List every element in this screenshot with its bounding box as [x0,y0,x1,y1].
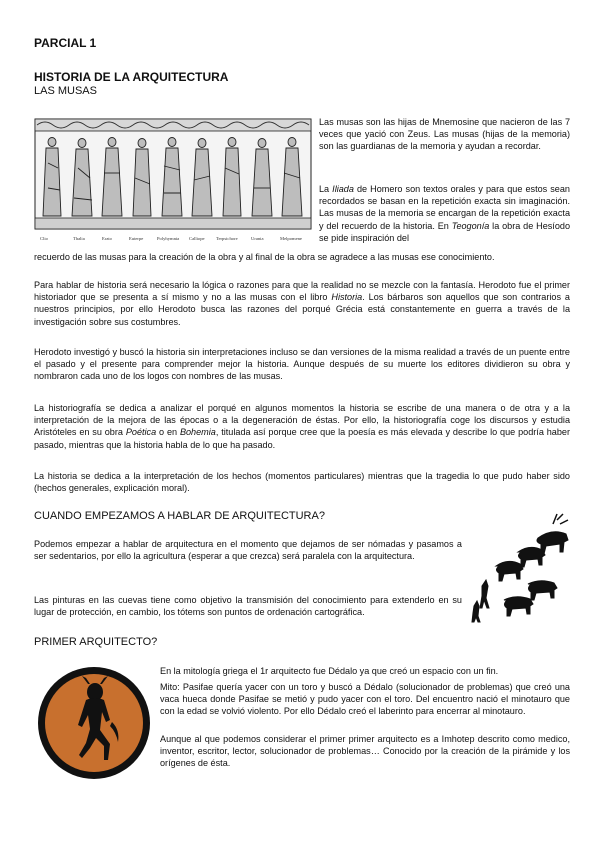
muses-relief-image [34,118,312,246]
cave-painting-drawing [468,510,574,626]
bohemia-title: Bohemia [179,427,216,438]
minotaur-vase-drawing [36,664,152,782]
musas-paragraph-1: Las musas son las hijas de Mnemosine que nacieron de las 7 veces que yació con Zeus. Las musas (hijas de la memoria) son las guardianas de la memoria y ayudan a recordar. [319,117,570,152]
caption-polyhymnia: Polyhymnia [157,236,180,241]
musas-paragraph-6: La historia se dedica a la interpretación de los hechos (momentos particulares) mientras que la tragedia lo que pudo haber sido (hechos generales, explicación moral). [34,471,570,494]
musas-paragraph-5: La historiografía se dedica a analizar el porqué en algunos momentos la historia se escribe de una manera o de otra y a la interpretación de la mejora de las épocas o a la degeneración de éstas. Por ello, la historiografía coge los discursos y estudia Aristóteles en su obra Poética o en Bohemia, titulada así porque cree que la poesía es más elevada y describe lo que podría haber pasado, mientras que la historia habla de lo que ha pasado. [34,403,570,450]
muses-relief-drawing [34,118,312,246]
caption-calliope: Calliope [189,236,205,241]
arquitecto-line-3: Aunque al que podemos considerar el primer primer arquitecto es a Imhotep descrito como medico, inventor, escritor, lector, solucionador de problemas… Conocido por la creación de la pirámide y los orígenes de ésta. [160,734,570,769]
subtitle: LAS MUSAS [34,85,97,97]
musas-paragraph-3: Para hablar de historia será necesario la lógica o razones para que la realidad no se mezcle con la fantasía. Herodoto fue el primer historiador que se presenta a sí mismo y no a las musas con el libro Historia. Los bárbaros son aquellos que son contrarios a nuestros principios, por ello Herodoto busca las razones del porqué Grécia está constantemente en guerra a través de la investigación sobre sus costumbres. [34,280,570,327]
arquitectura-paragraph-2: Las pinturas en las cuevas tiene como objetivo la transmisión del conocimiento para extenderlo en su lugar de protección, en cambio, los tótems son puntos de ordenación cartográfica. [34,595,462,618]
exam-title: PARCIAL 1 [34,36,97,50]
historia-title: Historia [331,292,363,303]
cave-painting-image [468,510,574,626]
musas-paragraph-4: Herodoto investigó y buscó la historia sin interpretaciones incluso se dan versiones de la misma realidad a través de un puente entre el pasado y el presente para comprender mejor la historia. Aunque después de su muerte los editores dividieron su obra y nombraron cada uno de los logos con nombres de las musas. [34,347,570,382]
arquitecto-line-2: Mito: Pasifae quería yacer con un toro y buscó a Dédalo (solucionador de problemas) que creó una vaca hueca donde Pasifae se metió y pudo yacer con el toro. Del encuentro nació el minotauro que con la edad se volvió violento. Por ello Dédalo creó el laberinto para encerrar al minotauro. [160,682,570,717]
arquitecto-line-1: En la mitología griega el 1r arquitecto fue Dédalo ya que creó un espacio con un fin. [160,666,499,676]
arquitectura-heading: CUANDO EMPEZAMOS A HABLAR DE ARQUITECTURA? [34,510,325,522]
arquitectura-paragraph-1: Podemos empezar a hablar de arquitectura en el momento que dejamos de ser nómadas y pasamos a ser sedentarios, por ello la agricultura (esperar a que crezca) será paralela con la arquitectura. [34,539,462,562]
minotaur-vase-image [36,664,152,782]
main-title: HISTORIA DE LA ARQUITECTURA [34,70,229,84]
caption-thalia: Thalia [73,236,85,241]
poetica-title: Poética [125,427,157,438]
caption-melpomene: Melpomene [280,236,302,241]
arquitecto-heading: PRIMER ARQUITECTO? [34,636,158,648]
teogonia-title: Teogonía [451,220,490,231]
musas-paragraph-2-continued: recuerdo de las musas para la creación de la obra y al final de la obra se agradece a las musas ese conocimiento. [34,252,495,262]
caption-terpsichore: Terpsichore [216,236,238,241]
caption-urania: Urania [251,236,264,241]
caption-clio: Clio [40,236,48,241]
iliada-title: Iliada [332,184,354,194]
musas-paragraph-2: La Iliada de Homero son textos orales y para que estos sean recordados se basan en la repetición exacta sin imaginación. Las musas de la memoria se encargan de la repetición exacta y del recuerdo de la historia. En Teogonía la obra de Hesíodo se pide inspiración del [319,184,570,243]
caption-euterpe: Euterpe [129,236,144,241]
caption-erato: Erato [102,236,112,241]
